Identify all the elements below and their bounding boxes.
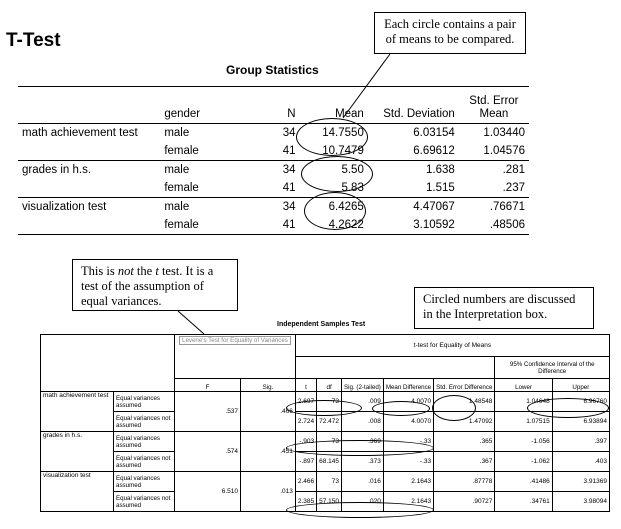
ist-cell: .009	[342, 392, 384, 412]
ist-cell: .365	[434, 432, 495, 452]
callout-circles-means: Each circle contains a pair of means to be compared.	[374, 12, 526, 54]
ist-cell: .016	[342, 472, 384, 492]
ist-cell: 73	[317, 392, 342, 412]
ist-cell: 2.385	[295, 492, 316, 512]
gs-cell: grades in h.s.	[22, 164, 92, 176]
gs-cell: male	[164, 201, 190, 213]
ist-cell: 2.697	[295, 392, 316, 412]
ist-cell: .41486	[495, 472, 552, 492]
ist-assumption: Equal variances assumed	[114, 432, 175, 452]
ist-cell: 68.145	[317, 452, 342, 472]
ist-col-header: F	[175, 379, 241, 392]
ist-col-header: df	[317, 379, 342, 392]
gs-cell: 3.10592	[368, 216, 459, 235]
ist-cell: .87778	[434, 472, 495, 492]
ist-assumption: Equal variances not assumed	[114, 412, 175, 432]
ist-cell: .013	[241, 472, 296, 512]
gs-header-n: N	[287, 108, 296, 120]
callout-circled-numbers: Circled numbers are discussed in the Interpretation box.	[414, 287, 594, 329]
ist-cell: 1.48548	[434, 392, 495, 412]
ist-var: math achievement test	[41, 392, 114, 432]
ist-cell: 3.98094	[552, 492, 609, 512]
gs-cell: female	[160, 142, 235, 161]
levene-label: Levene's Test for Equality of Variances	[179, 336, 291, 345]
ist-cell: 72.472	[317, 412, 342, 432]
gs-cell: 41	[235, 179, 299, 198]
ist-col-header: Sig. (2-tailed)	[342, 379, 384, 392]
gs-cell: 41	[235, 216, 299, 235]
ist-var: grades in h.s.	[41, 432, 114, 472]
gs-cell: male	[164, 164, 190, 176]
ist-cell: .537	[175, 392, 241, 432]
ist-ttest-header: t-test for Equality of Means	[295, 335, 609, 357]
ist-cell: 6.510	[175, 472, 241, 512]
gs-cell: .48506	[459, 216, 529, 235]
gs-header-se: Std. Error Mean	[469, 95, 519, 120]
gs-cell: 34	[282, 164, 296, 176]
ist-cell: 4.0070	[383, 392, 433, 412]
gs-cell: .281	[502, 164, 525, 176]
ist-cell: -.897	[295, 452, 316, 472]
ist-cell: .574	[175, 432, 241, 472]
ist-var: visualization test	[41, 472, 114, 512]
ist-col-header: Mean Difference	[383, 379, 433, 392]
ist-cell: 3.91369	[552, 472, 609, 492]
gs-cell: male	[164, 127, 190, 139]
ist-cell: 2.1643	[383, 492, 433, 512]
gs-cell: 1.03440	[483, 127, 525, 139]
ist-cell: -.33	[383, 452, 433, 472]
gs-header-sd: Std. Deviation	[383, 108, 455, 120]
ist-col-header: Lower	[495, 379, 552, 392]
group-statistics-title: Group Statistics	[226, 63, 319, 77]
ist-cell: .466	[241, 392, 296, 432]
gs-cell: 1.515	[368, 179, 459, 198]
gs-cell: 4.2622	[300, 216, 368, 235]
ist-cell: -.903	[295, 432, 316, 452]
gs-header-mean: Mean	[335, 108, 364, 120]
ist-assumption: Equal variances assumed	[114, 392, 175, 412]
gs-cell: 1.04576	[459, 142, 529, 161]
ist-cell: 2.466	[295, 472, 316, 492]
page-title: T-Test	[6, 30, 61, 51]
gs-header-gender: gender	[164, 108, 201, 120]
gs-cell: 6.4265	[328, 201, 364, 213]
gs-cell: female	[160, 216, 235, 235]
ist-cell: .367	[434, 452, 495, 472]
ist-cell: .008	[342, 412, 384, 432]
gs-cell: .76671	[489, 201, 525, 213]
ist-cell: .451	[241, 432, 296, 472]
gs-cell: 41	[235, 142, 299, 161]
ist-cell: -1.056	[495, 432, 552, 452]
ist-col-header: t	[295, 379, 316, 392]
ist-assumption: Equal variances assumed	[114, 472, 175, 492]
ist-cell: .397	[552, 432, 609, 452]
gs-cell: 34	[282, 201, 296, 213]
gs-cell: 6.69612	[368, 142, 459, 161]
ist-cell: 2.724	[295, 412, 316, 432]
ist-cell: .90727	[434, 492, 495, 512]
gs-cell: 14.7550	[322, 127, 364, 139]
ist-col-header: Sig.	[241, 379, 296, 392]
ist-cell: 1.47092	[434, 412, 495, 432]
ist-cell: .403	[552, 452, 609, 472]
ist-cell: 6.93894	[552, 412, 609, 432]
gs-cell: visualization test	[22, 201, 107, 213]
ist-cell: .369	[342, 432, 384, 452]
ist-cell: 73	[317, 432, 342, 452]
gs-cell: 1.638	[426, 164, 455, 176]
gs-cell: female	[160, 179, 235, 198]
ist-cell: -1.062	[495, 452, 552, 472]
gs-cell: math achievement test	[22, 127, 138, 139]
gs-cell: 6.03154	[413, 127, 455, 139]
ist-cell: 73	[317, 472, 342, 492]
ist-cell: 6.96760	[552, 392, 609, 412]
ist-assumption: Equal variances not assumed	[114, 452, 175, 472]
ist-cell: 1.04648	[495, 392, 552, 412]
callout-levene-note: This is not the t test. It is a test of the assumption of equal variances.	[72, 259, 238, 311]
gs-cell: 34	[282, 127, 296, 139]
ind-samples-title: Independent Samples Test	[277, 321, 366, 328]
ist-cell: 57.150	[317, 492, 342, 512]
ist-assumption: Equal variances not assumed	[114, 492, 175, 512]
ist-cell: .020	[342, 492, 384, 512]
gs-cell: 5.50	[341, 164, 364, 176]
ist-cell: -.33	[383, 432, 433, 452]
ist-cell: 2.1643	[383, 472, 433, 492]
gs-cell: 5.83	[300, 179, 368, 198]
gs-cell: .237	[459, 179, 529, 198]
gs-cell: 10.7479	[300, 142, 368, 161]
gs-cell: 4.47067	[413, 201, 455, 213]
ist-cell: 4.0070	[383, 412, 433, 432]
ist-cell: .373	[342, 452, 384, 472]
ist-col-header: Upper	[552, 379, 609, 392]
ist-cell: .34761	[495, 492, 552, 512]
ist-col-header: Std. Error Difference	[434, 379, 495, 392]
ist-ci-header: 95% Confidence Interval of the Difference	[495, 357, 610, 379]
ist-cell: 1.07515	[495, 412, 552, 432]
